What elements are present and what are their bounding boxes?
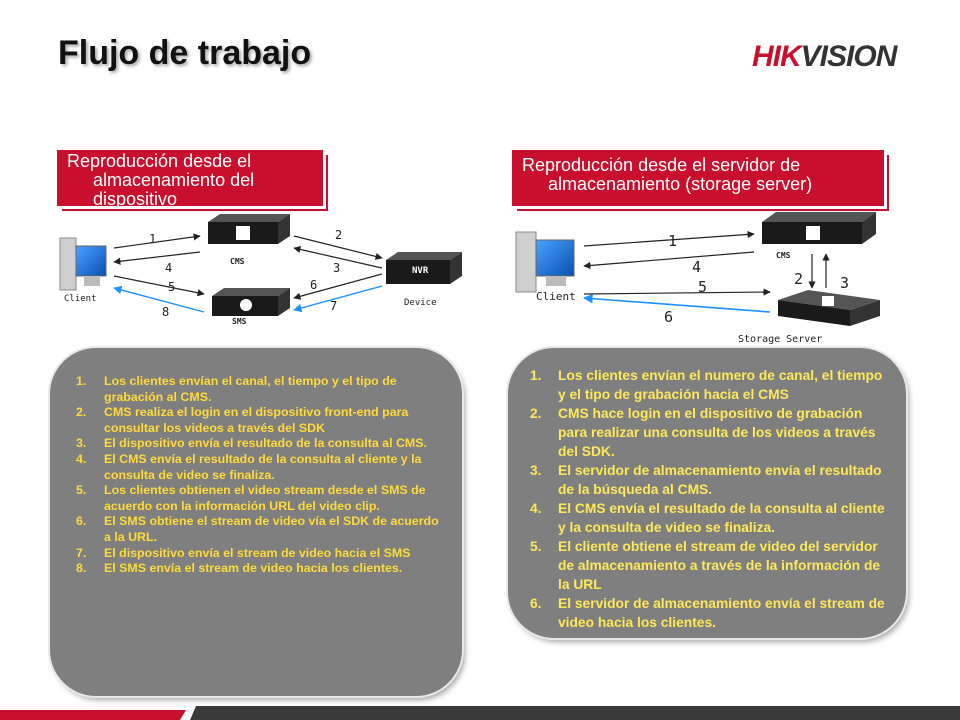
- list-item: [530, 404, 892, 461]
- list-item-text: CMS hace login en el dispositivo de grabación para realizar una consulta de los videos a través del SDK.: [558, 406, 876, 459]
- list-item: [530, 537, 892, 594]
- list-item-text: Los clientes obtienen el video stream desde el SMS de acuerdo con la información URL del video clip.: [104, 483, 426, 513]
- left-client-label: Client: [64, 294, 97, 304]
- list-item: [76, 405, 448, 436]
- list-item-number: 4.: [76, 451, 87, 466]
- left-arrow-1: [114, 236, 200, 248]
- right-storage-label: Storage Server: [738, 334, 823, 345]
- left-sms-server-icon: [212, 288, 290, 316]
- list-item: [76, 546, 448, 562]
- list-item-text: El SMS envía el stream de video hacia los clientes.: [104, 561, 403, 576]
- list-item: [530, 366, 892, 404]
- left-step-label-2: 2: [335, 228, 343, 242]
- list-item-number: 4.: [530, 501, 542, 516]
- left-banner-line3: dispositivo: [93, 189, 178, 209]
- right-client-icon: [516, 232, 574, 292]
- list-item-text: El dispositivo envía el resultado de la consulta al CMS.: [104, 436, 427, 451]
- list-item-text: Los clientes envían el canal, el tiempo y el tipo de grabación al CMS.: [104, 374, 397, 404]
- list-item: [530, 499, 892, 537]
- list-item-text: Los clientes envían el numero de canal, el tiempo y el tipo de grabación hacia el CMS: [558, 368, 883, 402]
- list-item: [76, 374, 448, 405]
- list-item-text: El cliente obtiene el stream de video del servidor de almacenamiento a través de la información de la URL: [558, 539, 881, 592]
- page-title: Flujo de trabajo: [58, 34, 312, 72]
- list-item-number: 2.: [530, 406, 542, 421]
- right-cms-label: CMS: [776, 251, 791, 260]
- right-step-label-1: 1: [668, 232, 678, 250]
- list-item-text: El CMS envía el resultado de la consulta al cliente y la consulta de video se finaliza.: [558, 501, 885, 535]
- list-item-text: El SMS obtiene el stream de video vía el SDK de acuerdo a la URL.: [104, 514, 439, 544]
- right-banner-line1: Reproducción desde el servidor de: [522, 155, 801, 175]
- left-device-label: Device: [404, 298, 437, 308]
- list-item-number: 2.: [76, 405, 87, 420]
- right-arrow-6: [584, 298, 770, 312]
- left-nvr-label: NVR: [412, 266, 429, 276]
- bottom-decor-bar: [0, 704, 960, 720]
- list-item-number: 1.: [530, 368, 542, 383]
- left-steps-list: [76, 374, 448, 577]
- list-item-text: CMS realiza el login en el dispositivo front-end para consultar los videos a través del SDK: [104, 405, 409, 435]
- right-cms-server-icon: [762, 212, 876, 244]
- list-item: [530, 461, 892, 499]
- logo-vision-text: VISION: [800, 40, 897, 73]
- left-step-label-3: 3: [333, 261, 341, 275]
- right-banner-line2: almacenamiento (storage server): [548, 174, 813, 194]
- list-item-text: El CMS envía el resultado de la consulta al cliente y la consulta de video se finaliza.: [104, 451, 422, 482]
- list-item-text: El servidor de almacenamiento envía el stream de video hacia los clientes.: [558, 596, 885, 630]
- list-item-number: 6.: [76, 514, 87, 529]
- left-step-label-8: 8: [162, 305, 170, 319]
- left-step-label-6: 6: [310, 278, 318, 292]
- list-item: [530, 594, 892, 632]
- left-cms-server-icon: [208, 214, 290, 244]
- left-arrow-7: [294, 286, 382, 310]
- list-item-number: 3.: [530, 463, 542, 478]
- right-client-label: Client: [536, 290, 576, 303]
- right-arrow-4: [584, 252, 754, 266]
- list-item-number: 3.: [76, 436, 87, 451]
- list-item-number: 5.: [530, 539, 542, 554]
- right-arrow-5: [584, 292, 770, 294]
- right-steps-list: [530, 366, 892, 632]
- left-banner-line2: almacenamiento del: [93, 170, 255, 190]
- list-item-number: 1.: [76, 374, 87, 388]
- left-step-label-4: 4: [165, 261, 173, 275]
- list-item: [76, 514, 448, 545]
- left-client-icon: [60, 238, 106, 290]
- left-sms-label: SMS: [232, 317, 247, 326]
- right-step-label-5: 5: [698, 278, 708, 296]
- left-step-label-1: 1: [149, 232, 157, 246]
- right-storage-server-icon: [778, 290, 880, 326]
- list-item-number: 5.: [76, 483, 87, 498]
- list-item: [76, 561, 448, 577]
- list-item-number: 7.: [76, 545, 87, 560]
- right-step-label-6: 6: [664, 308, 674, 326]
- list-item-number: 6.: [530, 596, 542, 611]
- list-item-text: El dispositivo envía el stream de video hacia el SMS: [104, 545, 411, 560]
- logo-hik-text: HIK: [752, 40, 801, 73]
- left-step-label-5: 5: [168, 280, 176, 294]
- list-item-text: El servidor de almacenamiento envía el resultado de la búsqueda al CMS.: [558, 463, 882, 497]
- right-step-label-2: 2: [794, 270, 804, 288]
- right-step-label-4: 4: [692, 258, 702, 276]
- left-step-label-7: 7: [330, 299, 338, 313]
- left-banner-line1: Reproducción desde el: [67, 151, 252, 171]
- left-cms-label: CMS: [230, 257, 245, 266]
- left-arrow-6: [294, 274, 382, 298]
- list-item: [76, 436, 448, 452]
- right-step-label-3: 3: [840, 274, 850, 292]
- list-item: [76, 483, 448, 514]
- list-item: [76, 452, 448, 483]
- list-item-number: 8.: [76, 561, 87, 576]
- left-arrow-4: [114, 252, 200, 262]
